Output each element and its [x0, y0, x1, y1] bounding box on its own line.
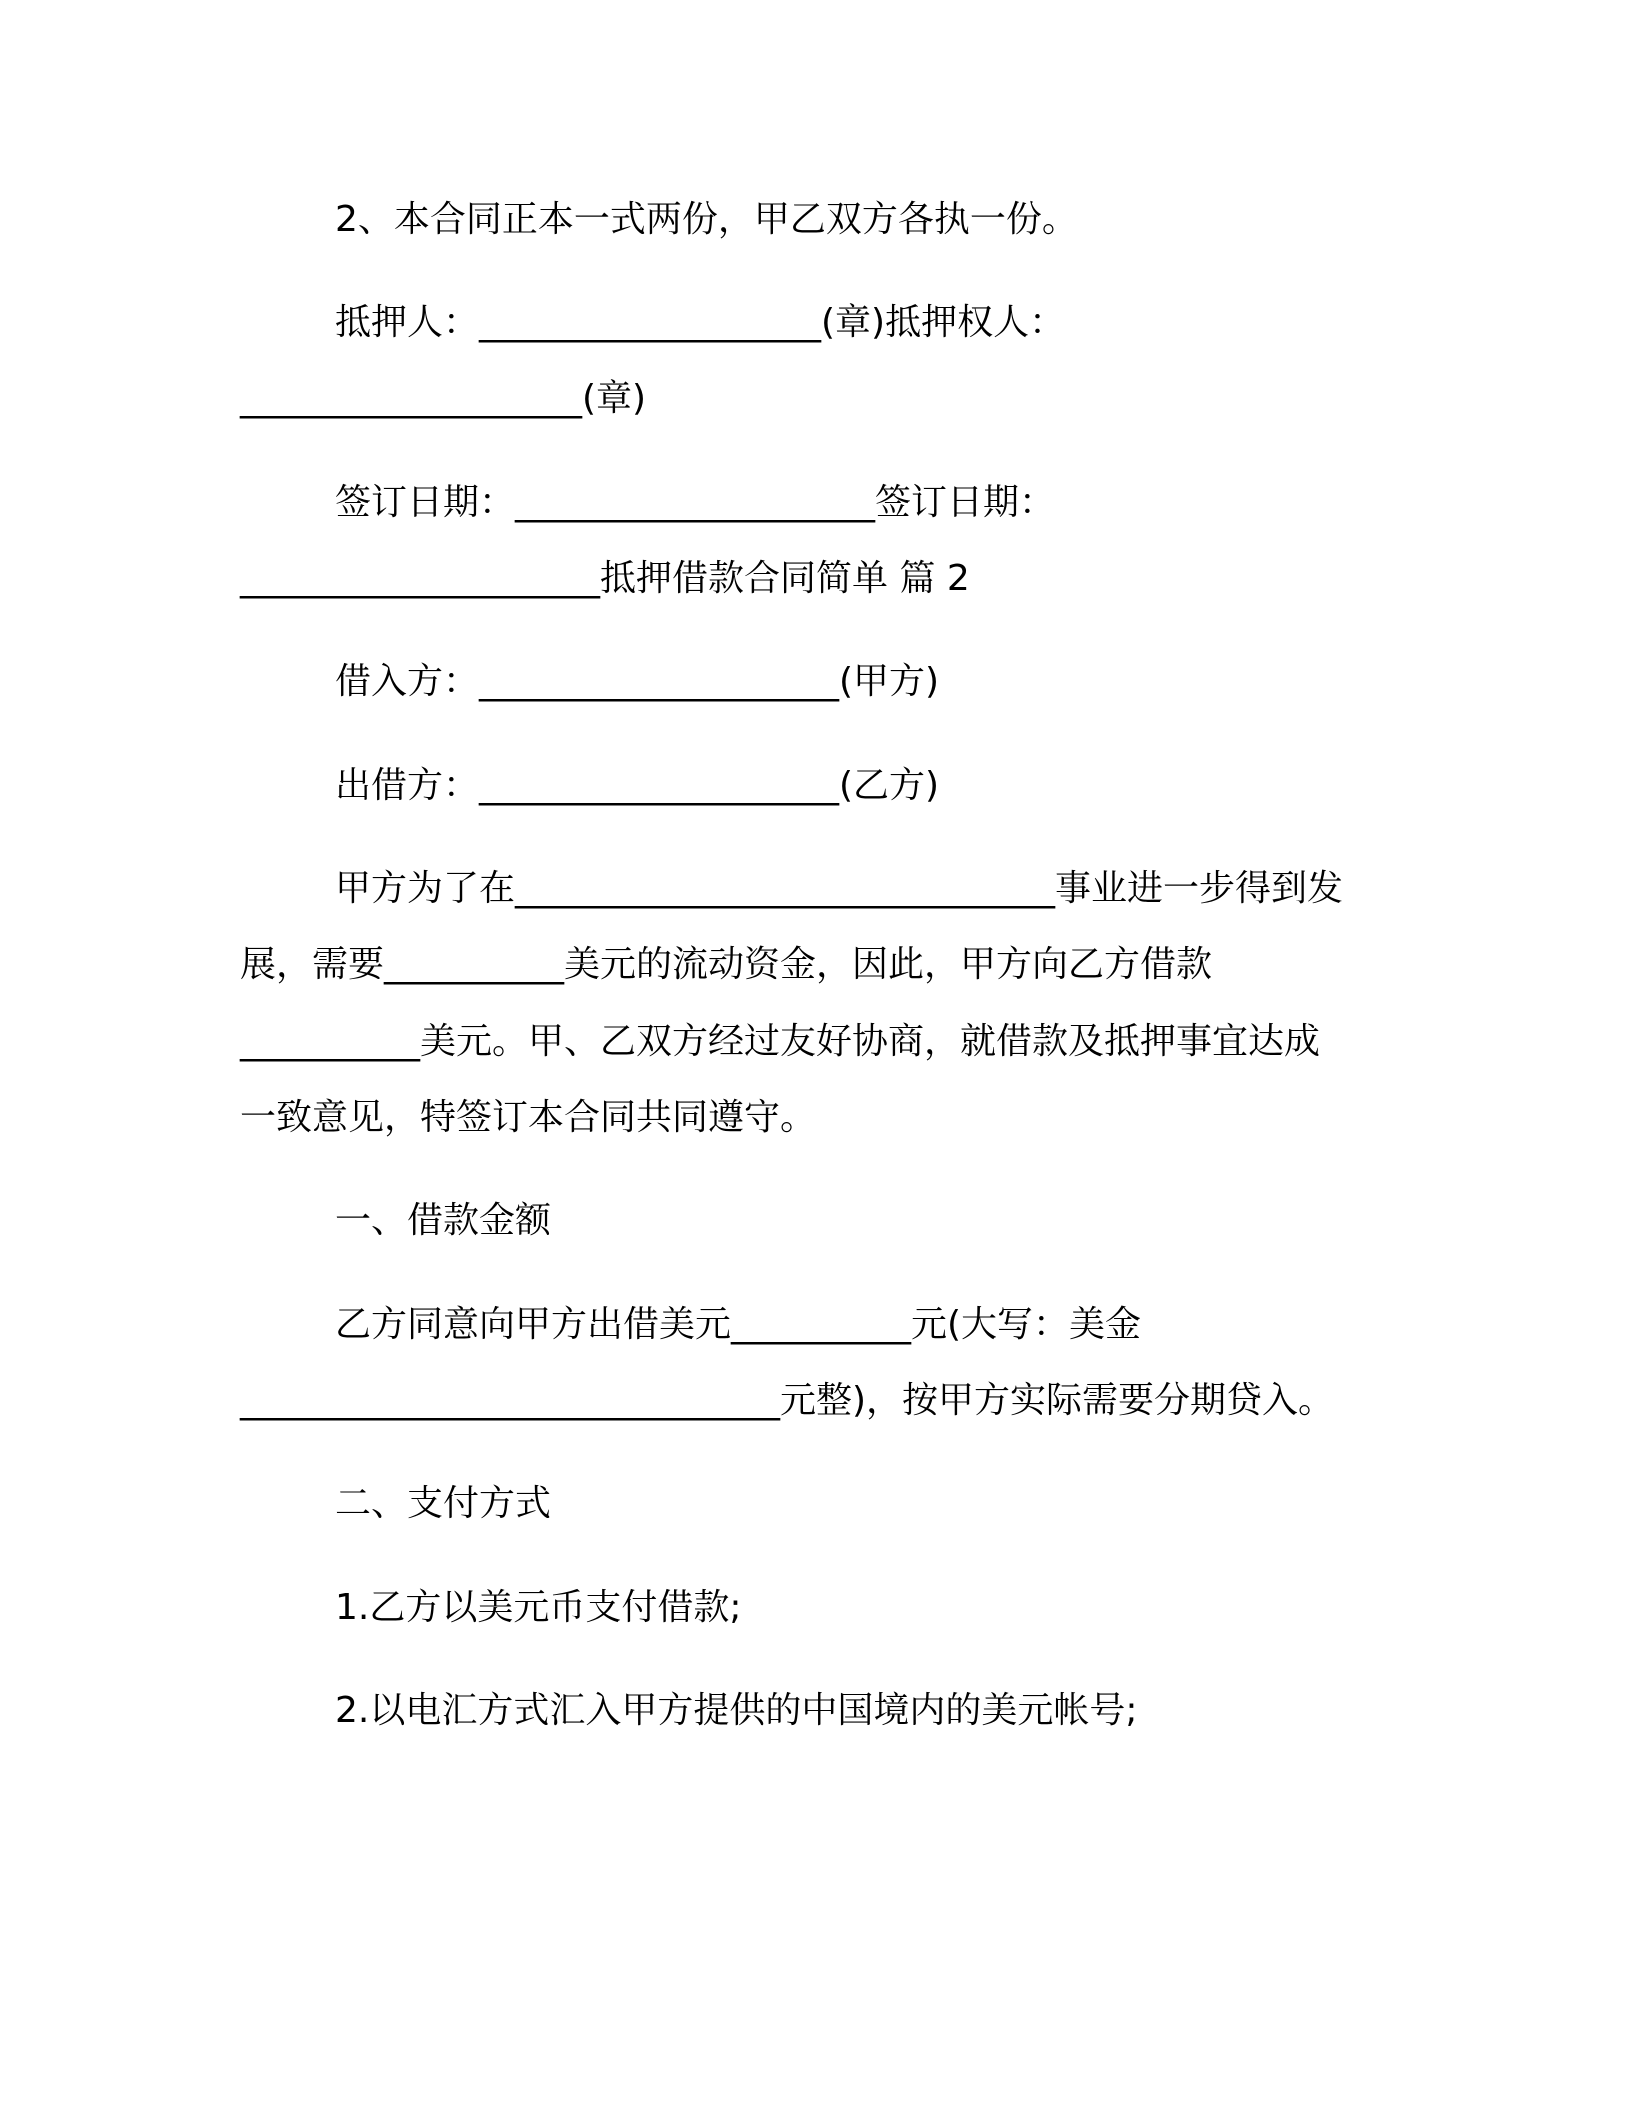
lender-line: 出借方：____________________(乙方) [335, 765, 940, 806]
section-heading-payment-method: 二、支付方式 [335, 1483, 552, 1524]
preamble-line-3: __________美元。甲、乙双方经过友好协商，就借款及抵押事宜达成 [240, 1021, 1321, 1062]
signing-date-line: 签订日期：____________________签订日期： [335, 482, 1056, 523]
loan-amount-line-1: 乙方同意向甲方出借美元__________元(大写：美金 [335, 1304, 1142, 1345]
preamble-line-4: 一致意见，特签订本合同共同遵守。 [240, 1097, 817, 1138]
payment-method-item-2: 2.以电汇方式汇入甲方提供的中国境内的美元帐号; [335, 1690, 1138, 1731]
payment-method-item-1: 1.乙方以美元币支付借款; [335, 1587, 742, 1628]
section-heading-loan-amount: 一、借款金额 [335, 1200, 552, 1241]
borrower-line: 借入方：____________________(甲方) [335, 661, 940, 702]
clause-copies-line: 2、本合同正本一式两份，甲乙双方各执一份。 [335, 199, 1078, 240]
loan-amount-line-2: ______________________________元整)，按甲方实际需要分期贷入。 [240, 1380, 1335, 1421]
mortgagor-signature-line: 抵押人：___________________(章)抵押权人： [335, 302, 1066, 343]
mortgagee-signature-line: ___________________(章) [240, 378, 647, 419]
signing-date-continued-line: ____________________抵押借款合同简单 篇 2 [240, 558, 970, 599]
preamble-line-2: 展，需要__________美元的流动资金，因此，甲方向乙方借款 [240, 944, 1213, 985]
preamble-line-1: 甲方为了在______________________________事业进一步得到发 [335, 868, 1344, 909]
